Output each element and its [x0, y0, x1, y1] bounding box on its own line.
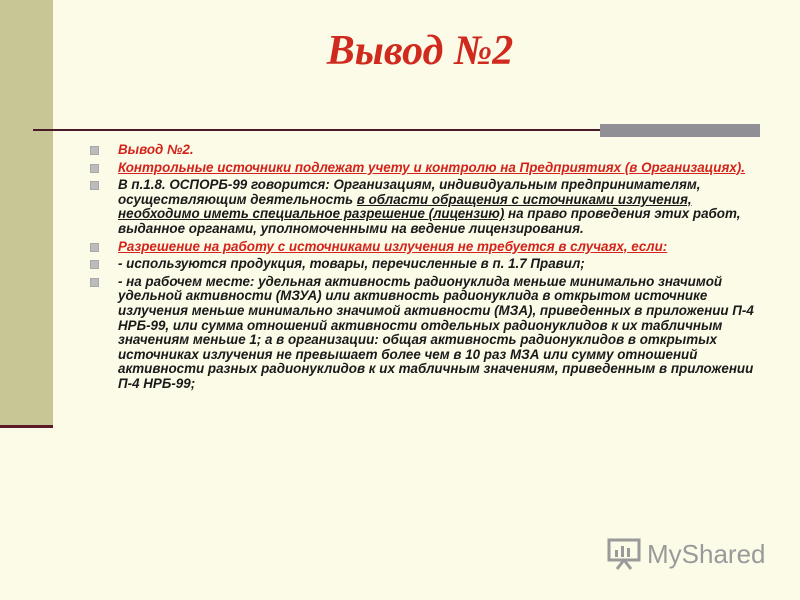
bullet-text: Разрешение на работу с источниками излучения не требуется в случаях, если:: [118, 238, 668, 254]
list-item: [90, 143, 760, 158]
bullet-square-icon: [90, 146, 99, 155]
bullet-text-part: В п.1.8. ОСПОРБ-99 говорится: Организациям, индивидуальным предпринимателям, осуществляющим деятельность: [118, 177, 701, 207]
watermark-text: MyShared: [647, 538, 766, 569]
list-item: [90, 161, 760, 176]
list-item: [90, 257, 760, 272]
bullet-text-underlined: в области обращения с источниками излучения, необходимо иметь специальное разрешение (лицензию): [118, 191, 692, 222]
list-item: [90, 178, 760, 236]
watermark-logo: [607, 536, 766, 572]
title-divider-block: [600, 124, 760, 137]
bullet-text: Контрольные источники подлежат учету и контролю на Предприятиях (в Организациях).: [118, 159, 745, 175]
bullet-square-icon: [90, 278, 99, 287]
bullet-text: Вывод №2.: [118, 142, 194, 157]
slide-title: Вывод №2: [326, 28, 514, 74]
bullet-square-icon: [90, 181, 99, 190]
bullet-square-icon: [90, 243, 99, 252]
bullet-text: - на рабочем месте: удельная активность радионуклида меньше минимально значимой удельной активности (МЗУА) или активность радионуклида в открытом источнике излучения меньше минимально значимой активности (МЗА), приведенных в приложении П-4 НРБ-99, или сумма отношений активности отдельных радионуклидов к их табличным значениям меньше 1; а в организации: общая активность радионуклидов в открытых источниках излучения не превышает более чем в 10 раз МЗА или сумму отношений активности разных радионуклидов к их табличным значениям, приведенным в приложении П-4 НРБ-99;: [118, 273, 754, 391]
bullet-text-part: на право проведения этих работ, выданное органами, уполномоченными на ведение лицензирования.: [118, 206, 741, 236]
bullet-square-icon: [90, 164, 99, 173]
presentation-board-icon: [607, 537, 641, 571]
left-accent-line: [0, 425, 53, 428]
list-item: [90, 275, 760, 392]
bullet-text: - используются продукция, товары, перечисленные в п. 1.7 Правил;: [118, 256, 585, 272]
list-item: [90, 240, 760, 255]
bullet-square-icon: [90, 260, 99, 269]
bullet-list: [90, 143, 760, 395]
